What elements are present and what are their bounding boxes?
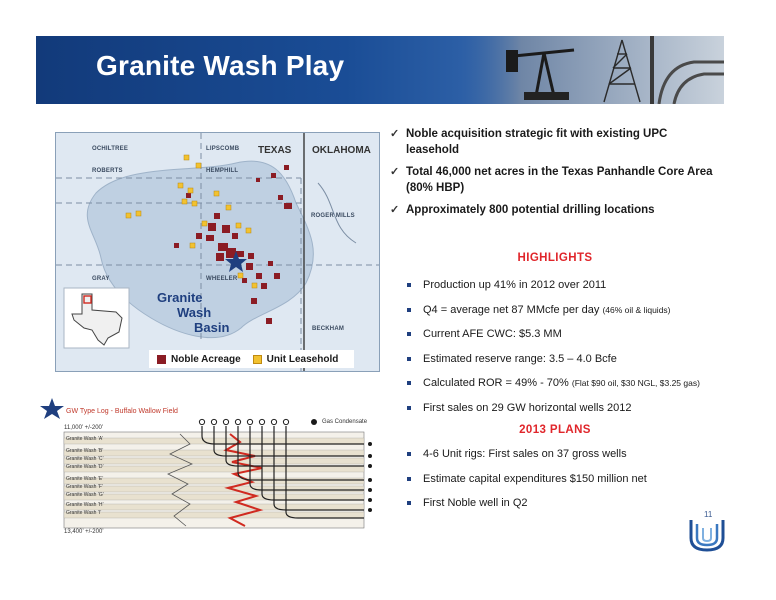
plans-heading: 2013 PLANS bbox=[519, 424, 591, 436]
log-zone-label: Granite Wash ‘D’ bbox=[66, 464, 104, 470]
highlight-note: (Flat $90 oil, $30 NGL, $3.25 gas) bbox=[571, 378, 700, 388]
company-logo bbox=[687, 518, 727, 554]
state-label-texas: TEXAS bbox=[258, 145, 292, 156]
basin-label-3: Basin bbox=[194, 320, 230, 335]
log-zone-label: Granite Wash ‘I’ bbox=[66, 510, 102, 516]
page-number: 11 bbox=[704, 510, 713, 519]
page-title: Granite Wash Play bbox=[96, 50, 345, 81]
county-label: ROGER MILLS bbox=[311, 213, 355, 219]
county-label: OCHILTREE bbox=[92, 146, 129, 152]
highlight-note: (46% oil & liquids) bbox=[602, 304, 671, 315]
highlight-item bbox=[405, 303, 745, 328]
highlight-text: Estimated reserve range: 3.5 – 4.0 Bcfe bbox=[423, 352, 617, 365]
county-label: GRAY bbox=[92, 276, 110, 282]
highlight-text: First sales on 29 GW horizontal wells 2012 bbox=[423, 401, 632, 414]
plan-text: 4-6 Unit rigs: First sales on 37 gross wells bbox=[423, 448, 627, 460]
highlight-text: Q4 = average net 87 MMcfe per day bbox=[423, 303, 600, 316]
legend-noble bbox=[157, 354, 241, 365]
log-top-depth: 11,000’ +/-200’ bbox=[64, 425, 104, 431]
key-point bbox=[390, 126, 720, 158]
key-point-text: Approximately 800 potential drilling locations bbox=[406, 204, 655, 216]
highlight-item bbox=[405, 376, 745, 401]
plans-list bbox=[405, 447, 745, 521]
key-point bbox=[390, 202, 720, 218]
state-label-oklahoma: OKLAHOMA bbox=[312, 145, 371, 156]
key-point bbox=[390, 164, 720, 196]
texas-panhandle-map bbox=[55, 132, 380, 372]
log-zone-label: Granite Wash ‘E’ bbox=[66, 476, 104, 482]
plan-text: First Noble well in Q2 bbox=[423, 497, 528, 509]
county-label: HEMPHILL bbox=[206, 168, 239, 174]
noble-swatch bbox=[157, 355, 166, 364]
key-points bbox=[390, 126, 720, 224]
highlights-heading: HIGHLIGHTS bbox=[517, 252, 593, 264]
county-label: ROBERTS bbox=[92, 168, 123, 174]
log-caption: GW Type Log - Buffalo Wallow Field bbox=[66, 408, 178, 415]
basin-label-1: Granite bbox=[157, 290, 203, 305]
unit-swatch bbox=[253, 355, 262, 364]
highlight-item bbox=[405, 278, 745, 303]
legend-unit bbox=[253, 354, 339, 365]
log-zone-label: Granite Wash ‘H’ bbox=[66, 502, 104, 508]
plan-item bbox=[405, 472, 745, 497]
highlight-item bbox=[405, 327, 745, 352]
key-point-text: Total 46,000 net acres in the Texas Panhandle Core Area (80% HBP) bbox=[406, 166, 713, 194]
checkmark-icon: ✓ bbox=[390, 204, 400, 216]
legend-label: Noble Acreage bbox=[171, 353, 241, 365]
plan-item bbox=[405, 496, 745, 521]
county-label: BECKHAM bbox=[312, 326, 345, 332]
highlight-text: Calculated ROR = 49% - 70% bbox=[423, 377, 569, 389]
log-zone-label: Granite Wash ‘F’ bbox=[66, 484, 104, 490]
log-zone-label: Granite Wash ‘C’ bbox=[66, 456, 104, 462]
county-label: LIPSCOMB bbox=[206, 146, 240, 152]
highlights-list bbox=[405, 278, 745, 425]
highlight-text: Production up 41% in 2012 over 2011 bbox=[423, 279, 607, 291]
log-bottom-depth: 13,400’ +/-200’ bbox=[64, 529, 104, 535]
plan-item bbox=[405, 447, 745, 472]
log-zone-label: Granite Wash ‘B’ bbox=[66, 448, 104, 454]
county-label: WHEELER bbox=[206, 276, 238, 282]
gas-condensate-label: Gas Condensate bbox=[322, 419, 368, 425]
checkmark-icon: ✓ bbox=[390, 166, 400, 178]
basin-label-2: Wash bbox=[177, 305, 212, 320]
title-banner bbox=[36, 36, 724, 104]
type-log bbox=[40, 398, 380, 538]
legend-label: Unit Leasehold bbox=[266, 353, 339, 365]
highlight-text: Current AFE CWC: $5.3 MM bbox=[423, 328, 562, 340]
log-zone-label: Granite Wash ‘G’ bbox=[66, 492, 104, 498]
log-zone-label: Granite Wash ‘A’ bbox=[66, 436, 103, 442]
highlight-item bbox=[405, 401, 745, 426]
highlight-item bbox=[405, 352, 745, 377]
oilfield-photo bbox=[454, 36, 724, 104]
key-point-text: Noble acquisition strategic fit with existing UPC leasehold bbox=[406, 128, 668, 156]
checkmark-icon: ✓ bbox=[390, 128, 400, 140]
plan-text: Estimate capital expenditures $150 million net bbox=[423, 472, 647, 485]
map-legend bbox=[149, 350, 354, 368]
